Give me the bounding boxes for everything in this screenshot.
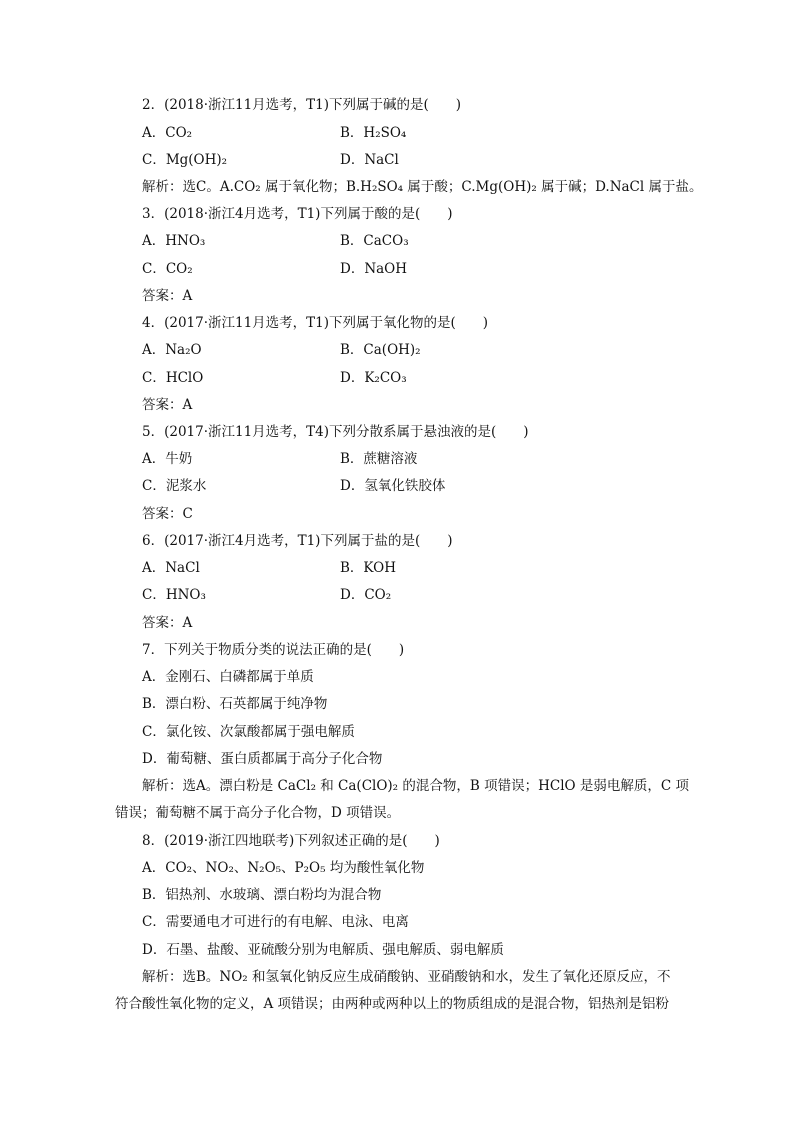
question-8-option-b: B．铝热剂、水玻璃、漂白粉均为混合物 — [142, 887, 382, 903]
question-6-stem: 6．(2017·浙江4月选考，T1)下列属于盐的是( ) — [142, 533, 453, 549]
question-5-option-d: D．氢氧化铁胶体 — [340, 478, 446, 494]
question-7-option-d: D．葡萄糖、蛋白质都属于高分子化合物 — [142, 751, 383, 767]
question-3-option-b: B．CaCO₃ — [340, 233, 409, 249]
question-3-option-d: D．NaOH — [340, 261, 408, 277]
question-3-answer: 答案：A — [142, 288, 193, 304]
question-6-answer: 答案：A — [142, 615, 193, 631]
question-7-option-a: A．金刚石、白磷都属于单质 — [142, 669, 314, 685]
question-5-option-c: C．泥浆水 — [142, 478, 207, 494]
question-5-stem: 5．(2017·浙江11月选考，T4)下列分散系属于悬浊液的是( ) — [142, 424, 529, 440]
question-4-option-c: C．HClO — [142, 370, 204, 386]
question-8-explanation-line-1: 解析：选B。NO₂ 和氢氧化钠反应生成硝酸钠、亚硝酸钠和水，发生了氧化还原反应，不 — [142, 969, 671, 985]
question-6-option-b: B．KOH — [340, 560, 396, 576]
question-4-option-d: D．K₂CO₃ — [340, 370, 407, 386]
question-6-option-a: A．NaCl — [142, 560, 200, 576]
question-2-option-c: C．Mg(OH)₂ — [142, 152, 228, 168]
question-3-option-c: C．CO₂ — [142, 261, 193, 277]
question-7-option-c: C．氯化铵、次氯酸都属于强电解质 — [142, 724, 355, 740]
question-8-explanation-line-2: 符合酸性氧化物的定义，A 项错误；由两种或两种以上的物质组成的是混合物，铝热剂是铝粉 — [115, 996, 670, 1012]
question-4-answer: 答案：A — [142, 397, 193, 413]
question-4-option-b: B．Ca(OH)₂ — [340, 342, 421, 358]
question-2-stem: 2．(2018·浙江11月选考，T1)下列属于碱的是( ) — [142, 97, 462, 113]
question-3-option-a: A．HNO₃ — [142, 233, 206, 249]
question-8-option-d: D．石墨、盐酸、亚硫酸分别为电解质、强电解质、弱电解质 — [142, 942, 504, 958]
question-7-stem: 7．下列关于物质分类的说法正确的是( ) — [142, 642, 405, 658]
question-2-option-d: D．NaCl — [340, 152, 399, 168]
question-5-option-b: B．蔗糖溶液 — [340, 451, 418, 467]
question-2-option-b: B．H₂SO₄ — [340, 125, 407, 141]
question-7-explanation-line-2: 错误；葡萄糖不属于高分子化合物，D 项错误。 — [115, 805, 401, 821]
question-6-option-d: D．CO₂ — [340, 587, 392, 603]
question-8-stem: 8．(2019·浙江四地联考)下列叙述正确的是( ) — [142, 833, 440, 849]
question-2-explanation: 解析：选C。A.CO₂ 属于氧化物；B.H₂SO₄ 属于酸；C.Mg(OH)₂ 属于碱；D.NaCl 属于盐。 — [142, 179, 703, 195]
question-2-option-a: A．CO₂ — [142, 125, 193, 141]
question-7-explanation-line-1: 解析：选A。漂白粉是 CaCl₂ 和 Ca(ClO)₂ 的混合物，B 项错误；HClO 是弱电解质，C 项 — [142, 778, 689, 794]
question-8-option-a: A．CO₂、NO₂、N₂O₅、P₂O₅ 均为酸性氧化物 — [142, 860, 425, 876]
question-7-option-b: B．漂白粉、石英都属于纯净物 — [142, 696, 328, 712]
question-5-answer: 答案：C — [142, 506, 193, 522]
question-4-stem: 4．(2017·浙江11月选考，T1)下列属于氧化物的是( ) — [142, 315, 489, 331]
question-8-option-c: C．需要通电才可进行的有电解、电泳、电离 — [142, 914, 409, 930]
question-4-option-a: A．Na₂O — [142, 342, 202, 358]
question-5-option-a: A．牛奶 — [142, 451, 193, 467]
question-3-stem: 3．(2018·浙江4月选考，T1)下列属于酸的是( ) — [142, 206, 453, 222]
question-6-option-c: C．HNO₃ — [142, 587, 206, 603]
